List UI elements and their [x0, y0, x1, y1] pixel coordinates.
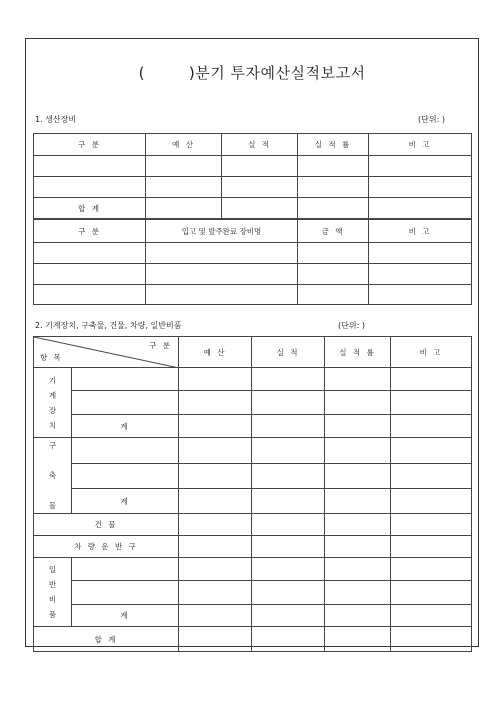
entry-cell[interactable] — [222, 198, 298, 219]
entry-cell[interactable] — [179, 581, 252, 605]
header-cell: 예 산 — [179, 337, 252, 368]
entry-cell[interactable] — [252, 368, 325, 391]
entry-cell[interactable] — [325, 368, 391, 391]
entry-cell[interactable] — [391, 536, 472, 558]
header-cell: 구 분 — [34, 134, 146, 156]
total-label: 합 계 — [34, 198, 146, 219]
subtotal-row — [34, 489, 472, 514]
entry-cell[interactable] — [298, 243, 369, 264]
subtotal-label: 계 — [72, 605, 179, 627]
header-cell: 비 고 — [369, 134, 472, 156]
entry-cell[interactable] — [252, 536, 325, 558]
entry-cell[interactable] — [325, 627, 391, 652]
entry-cell[interactable] — [34, 285, 146, 305]
entry-cell[interactable] — [391, 581, 472, 605]
subtotal-label: 계 — [72, 415, 179, 438]
entry-cell[interactable] — [146, 264, 298, 285]
header-cell: 금 액 — [298, 220, 369, 243]
section1-heading: 1. 생산장비 — [35, 115, 77, 124]
entry-cell[interactable] — [179, 368, 252, 391]
entry-cell[interactable] — [252, 514, 325, 536]
entry-cell[interactable] — [72, 558, 179, 581]
entry-cell[interactable] — [252, 463, 325, 489]
equipment-list-table — [33, 219, 472, 305]
total-label: 합 계 — [34, 627, 179, 652]
entry-cell[interactable] — [252, 627, 325, 652]
assets-budget-table — [33, 336, 472, 652]
entry-cell[interactable] — [179, 489, 252, 514]
entry-cell[interactable] — [391, 489, 472, 514]
equipment-budget-table — [33, 133, 472, 219]
table-row — [34, 156, 472, 177]
entry-cell[interactable] — [325, 558, 391, 581]
header-cell: 비 고 — [391, 337, 472, 368]
table-row — [34, 558, 472, 581]
diag-top-label: 구 분 — [149, 341, 172, 350]
section2-heading: 2. 기계장치, 구축물, 건물, 차량, 일반비품 — [35, 321, 182, 330]
header-cell: 실 적 — [222, 134, 298, 156]
entry-cell[interactable] — [72, 368, 179, 391]
entry-cell[interactable] — [391, 514, 472, 536]
entry-cell[interactable] — [146, 156, 222, 177]
entry-cell[interactable] — [369, 285, 472, 305]
building-label: 건 물 — [34, 514, 179, 536]
group-label-structures: 구 축 물 — [34, 438, 72, 514]
table-row — [34, 285, 472, 305]
entry-cell[interactable] — [325, 489, 391, 514]
entry-cell[interactable] — [34, 264, 146, 285]
entry-cell[interactable] — [179, 415, 252, 438]
entry-cell[interactable] — [325, 536, 391, 558]
entry-cell[interactable] — [179, 463, 252, 489]
entry-cell[interactable] — [179, 558, 252, 581]
table-header-row — [34, 337, 472, 368]
entry-cell[interactable] — [179, 605, 252, 627]
entry-cell[interactable] — [298, 198, 369, 219]
entry-cell[interactable] — [72, 438, 179, 464]
entry-cell[interactable] — [179, 514, 252, 536]
header-cell: 실 적 률 — [325, 337, 391, 368]
section1-unit: (단위: ) — [418, 115, 445, 124]
entry-cell[interactable] — [252, 558, 325, 581]
diagonal-header-cell — [34, 337, 179, 368]
header-cell: 비 고 — [369, 220, 472, 243]
table-row — [34, 177, 472, 198]
entry-cell[interactable] — [325, 438, 391, 464]
entry-cell[interactable] — [72, 463, 179, 489]
entry-cell[interactable] — [298, 156, 369, 177]
table-row — [34, 581, 472, 605]
entry-cell[interactable] — [391, 627, 472, 652]
entry-cell[interactable] — [325, 463, 391, 489]
entry-cell[interactable] — [34, 177, 146, 198]
subtotal-row — [34, 415, 472, 438]
entry-cell[interactable] — [252, 581, 325, 605]
table-row — [34, 438, 472, 464]
table-row — [34, 536, 472, 558]
entry-cell[interactable] — [72, 391, 179, 415]
entry-cell[interactable] — [325, 391, 391, 415]
entry-cell[interactable] — [179, 391, 252, 415]
entry-cell[interactable] — [252, 489, 325, 514]
entry-cell[interactable] — [222, 177, 298, 198]
entry-cell[interactable] — [391, 415, 472, 438]
entry-cell[interactable] — [179, 438, 252, 464]
section2-unit: (단위: ) — [338, 321, 365, 330]
entry-cell[interactable] — [252, 415, 325, 438]
entry-cell[interactable] — [252, 391, 325, 415]
table-row — [34, 368, 472, 391]
table-row — [34, 514, 472, 536]
entry-cell[interactable] — [369, 156, 472, 177]
header-cell: 실 적 률 — [298, 134, 369, 156]
entry-cell[interactable] — [391, 558, 472, 581]
entry-cell[interactable] — [298, 285, 369, 305]
header-cell: 예 산 — [146, 134, 222, 156]
entry-cell[interactable] — [391, 368, 472, 391]
subtotal-label: 계 — [72, 489, 179, 514]
table-row — [34, 243, 472, 264]
entry-cell[interactable] — [252, 605, 325, 627]
total-row — [34, 198, 472, 219]
entry-cell[interactable] — [146, 198, 222, 219]
group-label-fixtures: 일 반 비 품 — [34, 558, 72, 627]
entry-cell[interactable] — [391, 438, 472, 464]
page-title: ( )분기 투자예산실적보고서 — [138, 64, 366, 82]
table-row — [34, 264, 472, 285]
entry-cell[interactable] — [298, 264, 369, 285]
table-header-row — [34, 134, 472, 156]
diag-bottom-label: 항 목 — [40, 353, 63, 362]
entry-cell[interactable] — [146, 177, 222, 198]
entry-cell[interactable] — [391, 463, 472, 489]
entry-cell[interactable] — [325, 514, 391, 536]
entry-cell[interactable] — [369, 243, 472, 264]
entry-cell[interactable] — [146, 243, 298, 264]
entry-cell[interactable] — [179, 536, 252, 558]
header-cell: 입고 및 발주완료 장비명 — [146, 220, 298, 243]
entry-cell[interactable] — [369, 264, 472, 285]
subtotal-row — [34, 605, 472, 627]
entry-cell[interactable] — [369, 198, 472, 219]
vehicles-label: 차 량 운 반 구 — [34, 536, 179, 558]
entry-cell[interactable] — [391, 605, 472, 627]
total-row — [34, 627, 472, 652]
table-header-row — [34, 220, 472, 243]
table-row — [34, 463, 472, 489]
header-cell: 실 적 — [252, 337, 325, 368]
entry-cell[interactable] — [222, 156, 298, 177]
entry-cell[interactable] — [298, 177, 369, 198]
entry-cell[interactable] — [72, 581, 179, 605]
entry-cell[interactable] — [325, 415, 391, 438]
entry-cell[interactable] — [179, 627, 252, 652]
entry-cell[interactable] — [391, 391, 472, 415]
entry-cell[interactable] — [252, 438, 325, 464]
entry-cell[interactable] — [325, 581, 391, 605]
entry-cell[interactable] — [146, 285, 298, 305]
group-label-machinery: 기 계 장 치 — [34, 368, 72, 438]
header-cell: 구 분 — [34, 220, 146, 243]
entry-cell[interactable] — [34, 243, 146, 264]
table-row — [34, 391, 472, 415]
entry-cell[interactable] — [369, 177, 472, 198]
entry-cell[interactable] — [325, 605, 391, 627]
entry-cell[interactable] — [34, 156, 146, 177]
